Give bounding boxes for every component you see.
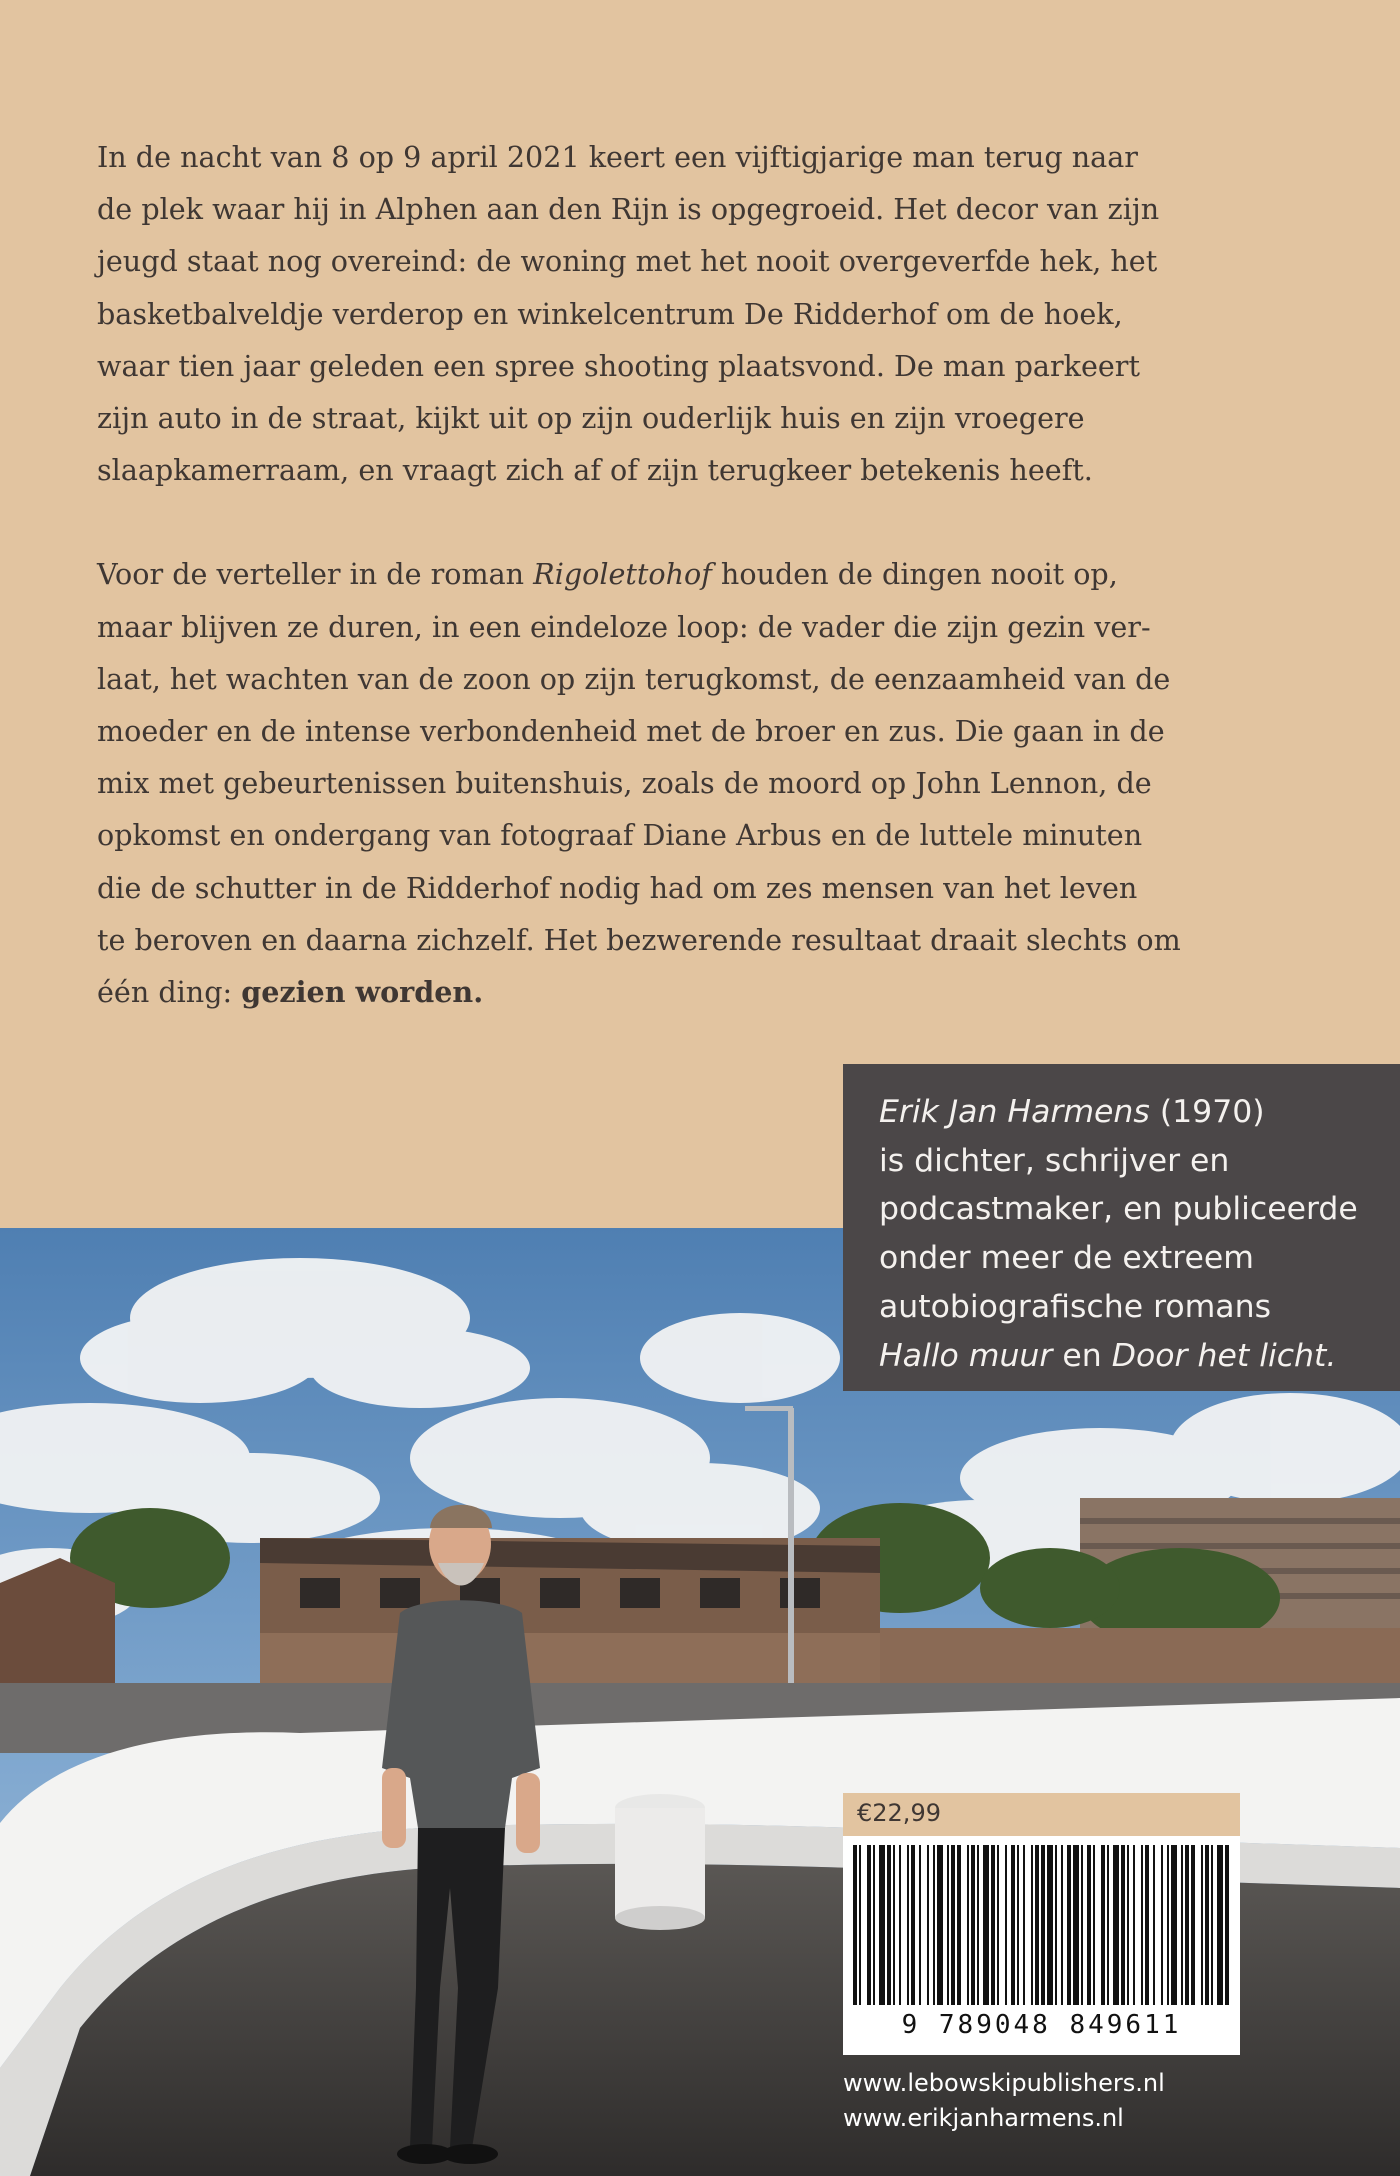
author-bio-line: podcastmaker, en publiceerde bbox=[879, 1191, 1358, 1228]
barcode-bar bbox=[1161, 1845, 1163, 2005]
author-bio-line: autobiografische romans bbox=[879, 1288, 1271, 1325]
barcode-bar bbox=[983, 1845, 989, 2005]
barcode-bar bbox=[1081, 1845, 1083, 2005]
blurb-line bbox=[97, 966, 1307, 1018]
blurb-text: één ding: bbox=[97, 975, 242, 1010]
blurb-line: basketbalveldje verderop en winkelcentrum De Ridderhof om de hoek, bbox=[97, 296, 1123, 331]
book-title: Hallo muur bbox=[879, 1337, 1053, 1374]
barcode-bar bbox=[893, 1845, 895, 2005]
barcode-bar bbox=[1073, 1845, 1079, 2005]
blurb-line: te beroven en daarna zichzelf. Het bezwerende resultaat draait slechts om bbox=[97, 922, 1181, 957]
blurb-line: die de schutter in de Ridderhof nodig had om zes mensen van het leven bbox=[97, 870, 1138, 905]
barcode-bar bbox=[1107, 1845, 1109, 2005]
barcode-bar bbox=[919, 1845, 921, 2005]
barcode-bar bbox=[1211, 1845, 1213, 2005]
barcode-bar bbox=[1205, 1845, 1209, 2005]
author-birth-year: (1970) bbox=[1149, 1094, 1265, 1130]
barcode-icon bbox=[851, 1845, 1232, 2005]
blurb-line: laat, het wachten van de zoon op zijn terugkomst, de eenzaamheid van de bbox=[97, 661, 1171, 696]
barcode-bar bbox=[1023, 1845, 1025, 2005]
blurb-paragraph-1 bbox=[97, 131, 1307, 496]
blurb-text: houden de dingen nooit op, bbox=[711, 557, 1118, 592]
barcode-bar bbox=[933, 1845, 935, 2005]
barcode-bar bbox=[1055, 1845, 1057, 2005]
barcode-bar bbox=[879, 1845, 885, 2005]
barcode-bar bbox=[1145, 1845, 1149, 2005]
barcode-bar bbox=[1141, 1845, 1143, 2005]
barcode-bar bbox=[907, 1845, 909, 2005]
publisher-links bbox=[843, 2066, 1165, 2136]
author-url[interactable]: www.erikjanharmens.nl bbox=[843, 2104, 1124, 2132]
barcode-bar bbox=[967, 1845, 969, 2005]
barcode-bar bbox=[1061, 1845, 1063, 2005]
barcode-bar bbox=[1031, 1845, 1033, 2005]
barcode-bar bbox=[873, 1845, 875, 2005]
barcode-bar bbox=[859, 1845, 861, 2005]
barcode-bar bbox=[1093, 1845, 1095, 2005]
barcode-bar bbox=[1035, 1845, 1039, 2005]
blurb-line: jeugd staat nog overeind: de woning met het nooit overgeverfde hek, het bbox=[97, 244, 1158, 279]
barcode-bar bbox=[1127, 1845, 1129, 2005]
author-bio-line bbox=[879, 1332, 1389, 1381]
barcode-bar bbox=[977, 1845, 979, 2005]
publisher-url[interactable]: www.lebowskipublishers.nl bbox=[843, 2069, 1165, 2097]
blurb-line: mix met gebeurtenissen buitenshuis, zoals de moord op John Lennon, de bbox=[97, 766, 1152, 801]
barcode-bar bbox=[1005, 1845, 1007, 2005]
price-strip bbox=[843, 1793, 1240, 1836]
barcode-bar bbox=[1217, 1845, 1223, 2005]
blurb-line: moeder en de intense verbondenheid met de broer en zus. Die gaan in de bbox=[97, 714, 1165, 749]
barcode-bar bbox=[997, 1845, 999, 2005]
barcode-bar bbox=[1047, 1845, 1053, 2005]
blurb-line: maar blijven ze duren, in een eindeloze loop: de vader die zijn gezin ver- bbox=[97, 609, 1151, 644]
barcode-bar bbox=[1011, 1845, 1015, 2005]
author-bio-line: is dichter, schrijver en bbox=[879, 1142, 1230, 1179]
barcode-bar bbox=[1113, 1845, 1119, 2005]
barcode-bar bbox=[1191, 1845, 1195, 2005]
barcode-bar bbox=[911, 1845, 915, 2005]
blurb-line bbox=[97, 548, 1307, 600]
barcode-bar bbox=[1041, 1845, 1045, 2005]
barcode-bar bbox=[887, 1845, 891, 2005]
barcode-bar bbox=[1181, 1845, 1183, 2005]
barcode-bar bbox=[991, 1845, 995, 2005]
author-bio-line: onder meer de extreem bbox=[879, 1240, 1254, 1277]
barcode-bar bbox=[1087, 1845, 1091, 2005]
barcode-bar bbox=[957, 1845, 961, 2005]
blurb-line: opkomst en ondergang van fotograaf Diane Arbus en de luttele minuten bbox=[97, 818, 1143, 853]
barcode-bar bbox=[937, 1845, 943, 2005]
blurb-line: zijn auto in de straat, kijkt uit op zijn ouderlijk huis en zijn vroegere bbox=[97, 401, 1085, 436]
barcode-bar bbox=[947, 1845, 949, 2005]
author-bio bbox=[879, 1088, 1389, 1380]
barcode-bar bbox=[1153, 1845, 1155, 2005]
barcode-bar bbox=[899, 1845, 901, 2005]
blurb-line: slaapkamerraam, en vraagt zich af of zijn terugkeer betekenis heeft. bbox=[97, 453, 1093, 488]
barcode-bar bbox=[853, 1845, 857, 2005]
barcode-bar bbox=[1225, 1845, 1229, 2005]
barcode-bar bbox=[1101, 1845, 1105, 2005]
author-bio-box bbox=[843, 1064, 1400, 1391]
author-bio-text: en bbox=[1052, 1337, 1112, 1374]
blurb-emphasis: gezien worden. bbox=[241, 975, 484, 1010]
author-bio-line bbox=[879, 1088, 1389, 1137]
barcode-bar bbox=[1201, 1845, 1203, 2005]
price-label: €22,99 bbox=[857, 1799, 941, 1827]
novel-title: Rigolettohof bbox=[533, 557, 712, 592]
barcode-bar bbox=[951, 1845, 955, 2005]
barcode-bar bbox=[1121, 1845, 1125, 2005]
barcode-bar bbox=[867, 1845, 871, 2005]
blurb-text: Voor de verteller in de roman bbox=[97, 557, 534, 592]
barcode-bar bbox=[1167, 1845, 1169, 2005]
isbn-number: 9 789048 849611 bbox=[901, 2010, 1182, 2040]
barcode-bar bbox=[927, 1845, 929, 2005]
blurb-paragraph-2 bbox=[97, 548, 1307, 1018]
barcode-bar bbox=[1185, 1845, 1189, 2005]
barcode-bar bbox=[971, 1845, 975, 2005]
barcode-bar bbox=[1017, 1845, 1019, 2005]
blurb-line: waar tien jaar geleden een spree shooting plaatsvond. De man parkeert bbox=[97, 348, 1140, 383]
blurb-line: In de nacht van 8 op 9 april 2021 keert een vijftigjarige man terug naar bbox=[97, 140, 1138, 174]
blurb bbox=[97, 131, 1307, 1018]
book-title: Door het licht. bbox=[1111, 1337, 1337, 1374]
author-name: Erik Jan Harmens bbox=[879, 1094, 1150, 1130]
barcode-box bbox=[843, 1793, 1240, 2055]
blurb-line: de plek waar hij in Alphen aan den Rijn is opgegroeid. Het decor van zijn bbox=[97, 192, 1160, 227]
barcode-bar bbox=[1171, 1845, 1177, 2005]
barcode-bar bbox=[1067, 1845, 1071, 2005]
barcode-bar bbox=[1133, 1845, 1135, 2005]
